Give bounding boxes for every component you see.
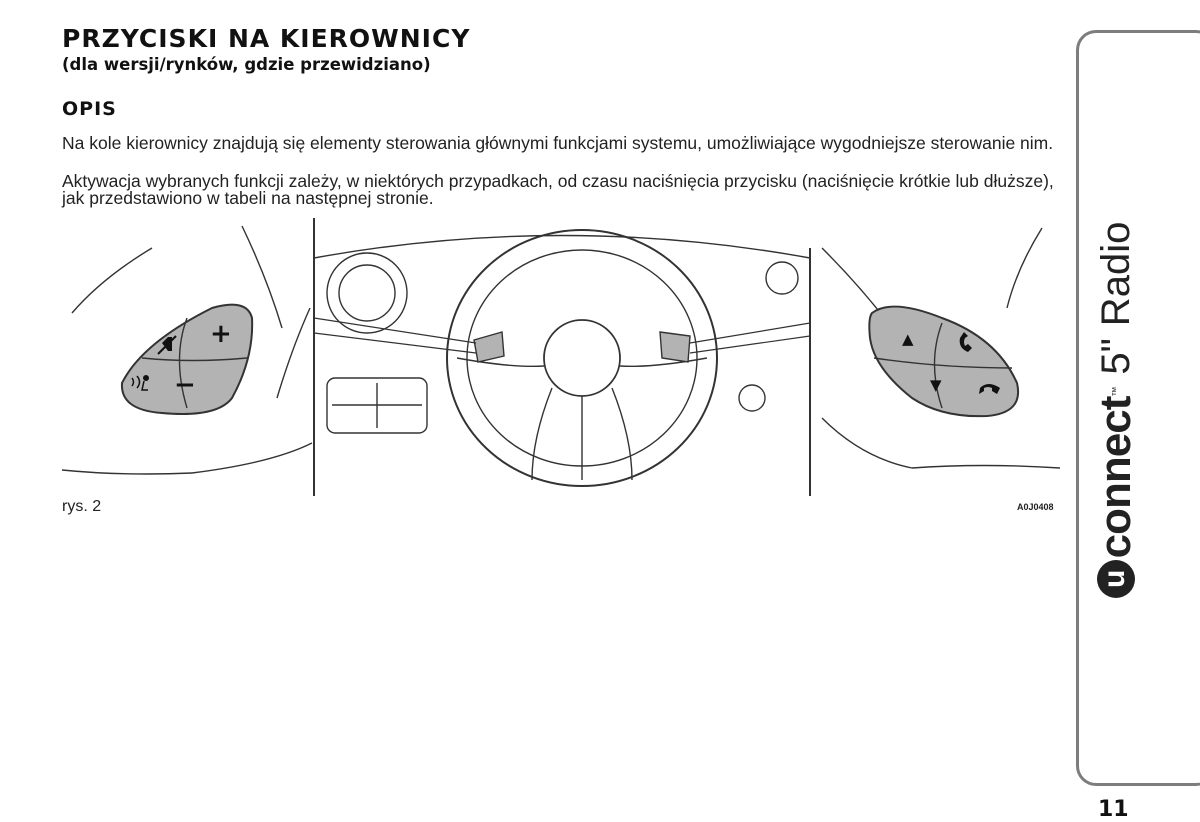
right-panel-line	[912, 466, 1060, 469]
screen-size: 5"	[1093, 338, 1138, 375]
steering-wheel-figure	[62, 218, 1060, 496]
left-panel-line	[72, 248, 152, 313]
leader-line-right	[690, 336, 810, 353]
trademark: ™	[1110, 386, 1122, 397]
paragraph-1: Na kole kierownicy znajdują się elementy sterowania głównymi funkcjami systemu, umożliwiające wygodniejsze sterowanie nim.	[62, 133, 1054, 153]
left-panel-line	[277, 308, 310, 398]
left-panel-line	[62, 470, 192, 474]
wheel-spoke	[620, 358, 707, 366]
page-subtitle: (dla wersji/rynków, gdzie przewidziano)	[62, 55, 431, 74]
minus-symbol: −	[174, 370, 196, 400]
left-panel-line	[192, 443, 312, 473]
uconnect-u-mark: u	[1097, 560, 1135, 598]
up-arrow-symbol: ▲	[902, 330, 914, 348]
page-title: PRZYCISKI NA KIEROWNICY	[62, 24, 471, 53]
dashboard-line	[314, 236, 810, 259]
wheel-spoke	[612, 388, 632, 480]
plus-symbol: +	[210, 319, 232, 349]
section-title: OPIS	[62, 98, 117, 120]
figure-caption: rys. 2	[62, 498, 102, 515]
figure-code: A0J0408	[1017, 502, 1054, 512]
uconnect-logo	[1091, 397, 1141, 599]
right-control-pad	[869, 307, 1018, 417]
wheel-right-buttons	[660, 332, 690, 362]
leader-line-right	[690, 323, 810, 343]
right-panel-line	[1007, 228, 1042, 308]
wheel-spoke	[457, 358, 544, 366]
right-panel-line	[822, 418, 912, 468]
uconnect-wordmark: connect	[1091, 396, 1140, 559]
air-vent-inner	[339, 265, 395, 321]
down-arrow-symbol: ▼	[930, 376, 942, 394]
wheel-left-buttons	[474, 332, 504, 362]
paragraph-2: Aktywacja wybranych funkcji zależy, w niektórych przypadkach, od czasu naciśnięcia przycisku (naciśnięcie krótkie lub dłuższe), jak przedstawiono w tabeli na następnej stronie.	[62, 171, 1054, 208]
ignition-knob	[739, 385, 765, 411]
wheel-spoke	[532, 388, 552, 480]
steering-wheel-hub	[544, 320, 620, 396]
steering-wheel-illustration	[62, 218, 1060, 496]
tab-label-radio: Radio	[1093, 221, 1138, 327]
page-number: 11	[1098, 797, 1129, 822]
leader-line-left	[314, 333, 476, 353]
right-vent	[766, 262, 798, 294]
